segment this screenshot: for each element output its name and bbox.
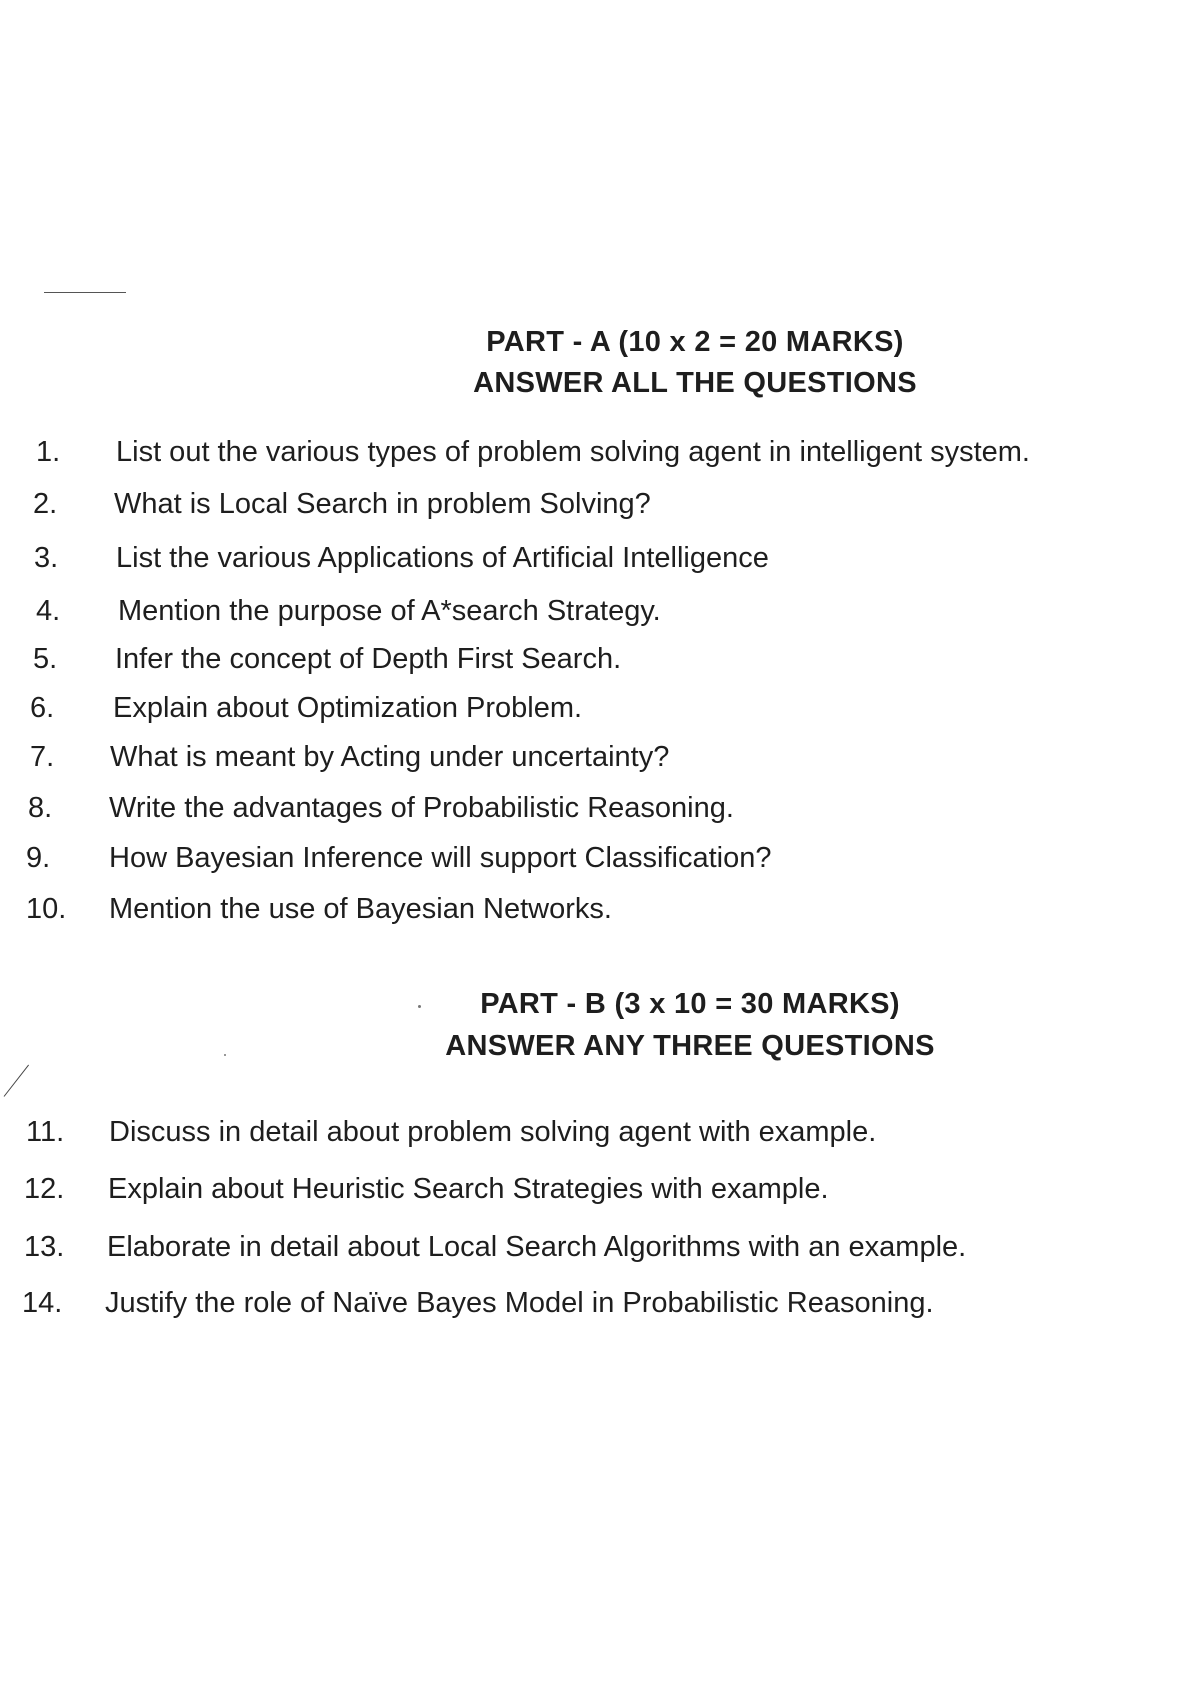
- question-row: [0, 488, 1200, 528]
- question-number: 11.: [26, 1116, 65, 1148]
- question-text: Infer the concept of Depth First Search.: [115, 643, 622, 675]
- question-number: 8.: [28, 792, 53, 824]
- question-text: List out the various types of problem solving agent in intelligent system.: [116, 436, 1030, 468]
- question-text: How Bayesian Inference will support Classification?: [109, 842, 772, 874]
- question-row: [0, 643, 1200, 683]
- part-a-heading: PART - A (10 x 2 = 20 MARKS): [486, 326, 904, 358]
- question-text: Elaborate in detail about Local Search Algorithms with an example.: [107, 1231, 967, 1263]
- question-number: 4.: [36, 595, 61, 627]
- question-number: 9.: [26, 842, 51, 874]
- question-row: [0, 595, 1200, 635]
- question-row: [0, 542, 1200, 582]
- question-text: List the various Applications of Artificial Intelligence: [116, 542, 769, 574]
- question-number: 1.: [36, 436, 61, 468]
- question-text: Justify the role of Naïve Bayes Model in Probabilistic Reasoning.: [105, 1287, 934, 1319]
- question-number: 6.: [30, 692, 55, 724]
- question-text: Explain about Heuristic Search Strategies with example.: [108, 1173, 829, 1205]
- pen-slash-mark: [4, 1065, 29, 1097]
- question-number: 12.: [24, 1173, 65, 1205]
- question-text: Mention the purpose of A*search Strategy.: [118, 595, 661, 627]
- question-row: [0, 1287, 1200, 1327]
- question-row: [0, 842, 1200, 882]
- part-a-instruction: ANSWER ALL THE QUESTIONS: [473, 367, 917, 399]
- question-row: [0, 741, 1200, 781]
- question-row: [0, 1116, 1200, 1156]
- question-number: 14.: [22, 1287, 63, 1319]
- question-row: [0, 692, 1200, 732]
- question-text: Discuss in detail about problem solving agent with example.: [109, 1116, 877, 1148]
- question-number: 7.: [30, 741, 55, 773]
- question-number: 10.: [26, 893, 67, 925]
- question-number: 3.: [34, 542, 59, 574]
- scan-line-mark: [44, 292, 126, 293]
- question-text: Explain about Optimization Problem.: [113, 692, 583, 724]
- part-b-heading: PART - B (3 x 10 = 30 MARKS): [480, 988, 900, 1020]
- question-row: [0, 436, 1200, 476]
- question-row: [0, 1231, 1200, 1271]
- question-number: 13.: [24, 1231, 65, 1263]
- question-text: Mention the use of Bayesian Networks.: [109, 893, 612, 925]
- question-text: Write the advantages of Probabilistic Reasoning.: [109, 792, 734, 824]
- question-row: [0, 792, 1200, 832]
- question-row: [0, 893, 1200, 933]
- question-number: 2.: [33, 488, 58, 520]
- part-b-instruction: ANSWER ANY THREE QUESTIONS: [445, 1030, 935, 1062]
- question-row: [0, 1173, 1200, 1213]
- question-number: 5.: [33, 643, 58, 675]
- question-text: What is Local Search in problem Solving?: [114, 488, 651, 520]
- question-text: What is meant by Acting under uncertainty?: [110, 741, 670, 773]
